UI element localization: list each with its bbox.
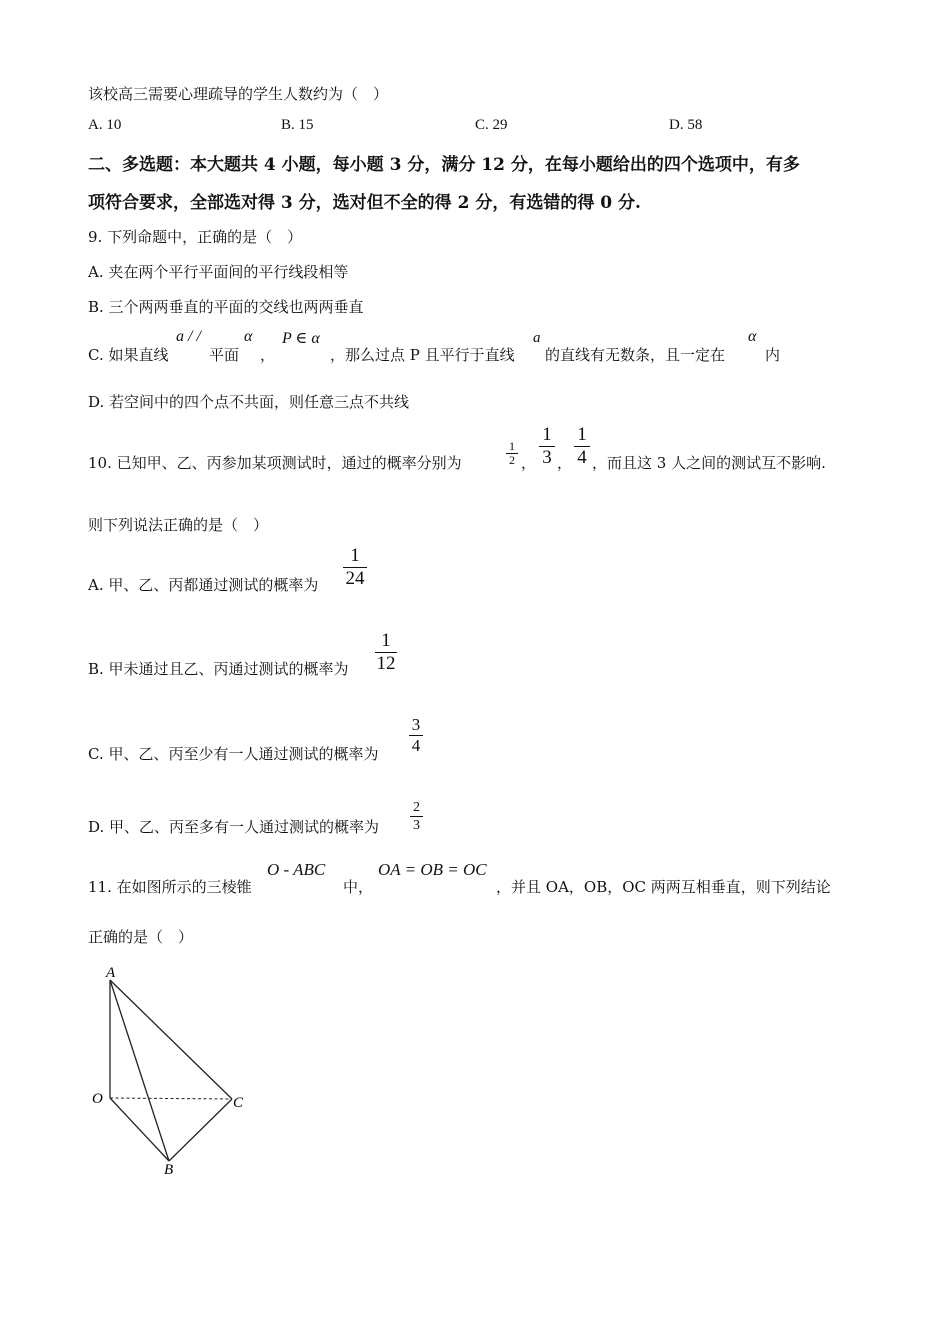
q8-option-d: D. 58: [669, 117, 703, 133]
question-10-stem-prefix: 10. 已知甲、乙、丙参加某项测试时，通过的概率分别为: [88, 454, 462, 472]
q10-option-b: B. 甲未通过且乙、丙通过测试的概率为: [88, 660, 349, 678]
section-heading-line2: 项符合要求，全部选对得 3 分，选对但不全的得 2 分，有选错的得 0 分.: [88, 193, 641, 213]
edge-bc: [169, 1099, 232, 1161]
vertex-label-b: B: [164, 1162, 174, 1178]
fraction-numerator: 3: [411, 715, 421, 734]
fraction-numerator: 1: [577, 424, 587, 445]
q11-mid: 中，: [343, 878, 374, 896]
q9-alpha: α: [244, 328, 253, 345]
q10-option-c-fraction: [409, 715, 423, 756]
fraction-denominator: 12: [376, 653, 396, 674]
q9-c-mid: ，那么过点 P 且平行于直线: [330, 346, 515, 364]
question-9-stem: 9. 下列命题中，正确的是（ ）: [88, 228, 303, 246]
q10-sep-1: ，: [521, 454, 537, 472]
q11-suffix: ，并且 OA，OB，OC 两两互相垂直，则下列结论: [496, 878, 831, 896]
q10-option-b-fraction: [375, 630, 397, 675]
fraction-denominator: 3: [413, 818, 420, 833]
q10-stem-line2: 则下列说法正确的是（ ）: [88, 516, 269, 534]
vertex-label-a: A: [106, 965, 116, 981]
q10-prob-2-fraction: [539, 424, 555, 469]
q10-option-d-fraction: [410, 799, 423, 834]
q10-sep-2: ，: [557, 454, 573, 472]
q10-option-c: C. 甲、乙、丙至少有一人通过测试的概率为: [88, 745, 379, 763]
q11-math-pyramid: O - ABC: [267, 860, 326, 879]
q8-option-c: C. 29: [475, 117, 508, 133]
fraction-numerator: 2: [413, 800, 420, 815]
vertex-label-c: C: [233, 1095, 244, 1111]
q9-comma: ，: [260, 346, 276, 364]
fraction-numerator: 1: [509, 439, 515, 453]
q10-prob-3-fraction: [574, 424, 590, 469]
fraction-denominator: 4: [577, 447, 587, 468]
fraction-denominator: 2: [509, 453, 515, 467]
q9-option-c-prefix: C. 如果直线: [88, 346, 169, 364]
q8-option-b: B. 15: [281, 117, 314, 133]
q9-option-a: A. 夹在两个平行平面间的平行线段相等: [88, 263, 349, 281]
fraction-denominator: 4: [411, 736, 421, 755]
q10-option-d: D. 甲、乙、丙至多有一人通过测试的概率为: [88, 818, 380, 836]
question-8-text: 该校高三需要心理疏导的学生人数约为（ ）: [88, 85, 389, 103]
fraction-numerator: 1: [542, 424, 552, 445]
q9-c-tail: 的直线有无数条，且一定在: [545, 346, 726, 364]
q10-stem-suffix: ，而且这 3 人之间的测试互不影响.: [592, 454, 826, 472]
q10-option-a: A. 甲、乙、丙都通过测试的概率为: [88, 576, 319, 594]
q9-math-p-in-alpha: P ∈ α: [282, 330, 320, 347]
pyramid-figure: [80, 955, 280, 1185]
q9-a-symbol: a: [533, 330, 541, 346]
vertex-label-o: O: [92, 1091, 103, 1107]
q8-option-a: A. 10: [88, 117, 122, 133]
fraction-numerator: 1: [350, 545, 360, 566]
edge-ab: [110, 980, 169, 1161]
q10-prob-1-fraction: [506, 440, 518, 467]
fraction-denominator: 3: [542, 447, 552, 468]
fraction-numerator: 1: [381, 630, 391, 651]
edge-oc-hidden: [110, 1098, 232, 1099]
edge-ac: [110, 980, 232, 1099]
q9-plane-word: 平面: [209, 346, 240, 364]
q9-alpha-2: α: [748, 328, 757, 345]
q9-option-b: B. 三个两两垂直的平面的交线也两两垂直: [88, 298, 364, 316]
q9-option-d: D. 若空间中的四个点不共面，则任意三点不共线: [88, 393, 410, 411]
q9-math-a-parallel: a / /: [176, 328, 201, 345]
q11-math-equal-edges: OA = OB = OC: [378, 860, 487, 879]
fraction-denominator: 24: [345, 568, 365, 589]
q11-line2: 正确的是（ ）: [88, 928, 194, 946]
edge-ob: [110, 1098, 169, 1161]
section-heading-line1: 二、多选题：本大题共 4 小题，每小题 3 分，满分 12 分，在每小题给出的四个选项中，有多: [88, 155, 800, 175]
q10-option-a-fraction: [343, 545, 367, 590]
q9-c-end: 内: [765, 346, 781, 364]
question-11-prefix: 11. 在如图所示的三棱锥: [88, 878, 252, 896]
